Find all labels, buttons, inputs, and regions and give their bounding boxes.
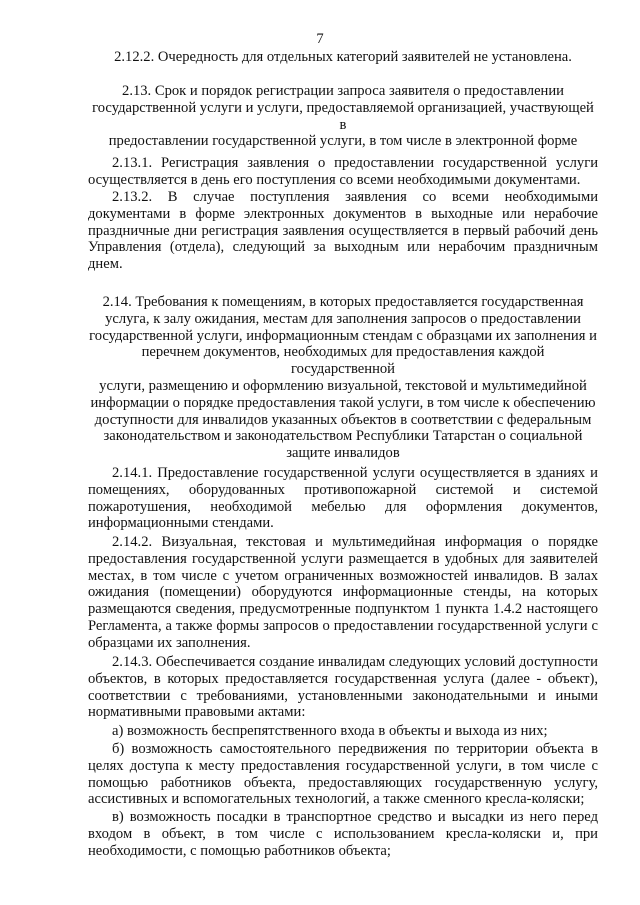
heading-2-14	[88, 294, 598, 462]
heading-2-14-line: услуги, размещению и оформлению визуальной, текстовой и мультимедийной	[99, 377, 587, 394]
paragraph-2-14-2: 2.14.2. Визуальная, текстовая и мультимедийная информация о порядке предоставления государственной услуги размещается в удобных для заявителей местах, в том числе с учетом ограниченных возможностей инвалидов. В залах ожидания (помещении) оборудуются информационные стенды, на которых размещаются сведения, предусмотренные подпунктом 1 пункта 1.4.2 настоящего Регламента, а также формы запросов о предоставлении государственной услуги с образцами их заполнения.	[88, 534, 598, 651]
list-item-v: в) возможность посадки в транспортное средство и высадки из него перед входом в объект, в том числе с использованием кресла-коляски и, при необходимости, с помощью работников объекта;	[88, 809, 598, 859]
heading-2-14-line: перечнем документов, необходимых для предоставления каждой государственной	[141, 344, 545, 378]
paragraph-2-13-1: 2.13.1. Регистрация заявления о предоставлении государственной услуги осуществляется в день его поступления со всеми необходимыми документами.	[88, 155, 598, 188]
paragraph-2-13-2: 2.13.2. В случае поступления заявления со всеми необходимыми документами в форме электронных документов в выходные или нерабочие праздничные дни регистрация заявления осуществляется в первый рабочий день Управления (отдела), следующий за выходным или нерабочим праздничным днем.	[88, 189, 598, 273]
list-item-b: б) возможность самостоятельного передвижения по территории объекта в целях доступа к месту предоставления государственной услуги, в том числе с помощью работников объекта, предоставляющих государственную услугу, ассистивных и вспомогательных технологий, а также сменного кресла-коляски;	[88, 741, 598, 808]
heading-2-14-line: доступности для инвалидов указанных объектов в соответствии с федеральным	[94, 411, 592, 428]
heading-2-14-line: информации о порядке предоставления такой услуги, в том числе к обеспечению	[90, 394, 596, 411]
page-number: 7	[316, 31, 324, 47]
heading-2-13-line: предоставлении государственной услуги, в том числе в электронной форме	[108, 133, 578, 150]
heading-2-13-line: государственной услуги и услуги, предоставляемой организацией, участвующей в	[92, 99, 594, 133]
section-2-12-2: 2.12.2. Очередность для отдельных категорий заявителей не установлена.	[114, 49, 572, 65]
list-item-a: а) возможность беспрепятственного входа в объекты и выхода из них;	[112, 723, 548, 739]
heading-2-14-line: услуга, к залу ожидания, местам для заполнения запросов о предоставлении	[105, 310, 581, 327]
paragraph-2-14-3: 2.14.3. Обеспечивается создание инвалидам следующих условий доступности объектов, в которых предоставляется государственная услуга (далее - объект), соответствии с требованиями, установленными законодательными и иными нормативными правовыми актами:	[88, 654, 598, 721]
heading-2-14-line: законодательством и законодательством Республики Татарстан о социальной	[103, 428, 583, 445]
heading-2-14-line: 2.14. Требования к помещениям, в которых предоставляется государственная	[102, 294, 584, 310]
heading-2-14-line: защите инвалидов	[286, 445, 400, 462]
heading-2-13-line: 2.13. Срок и порядок регистрации запроса заявителя о предоставлении	[122, 83, 564, 99]
heading-2-14-line: государственной услуги, информационным стендам с образцами их заполнения и	[89, 327, 597, 344]
heading-2-13	[88, 83, 598, 150]
paragraph-2-14-1: 2.14.1. Предоставление государственной услуги осуществляется в зданиях и помещениях, оборудованных противопожарной системой и системой пожаротушения, необходимой мебелью для оформления документов, информационными стендами.	[88, 465, 598, 532]
